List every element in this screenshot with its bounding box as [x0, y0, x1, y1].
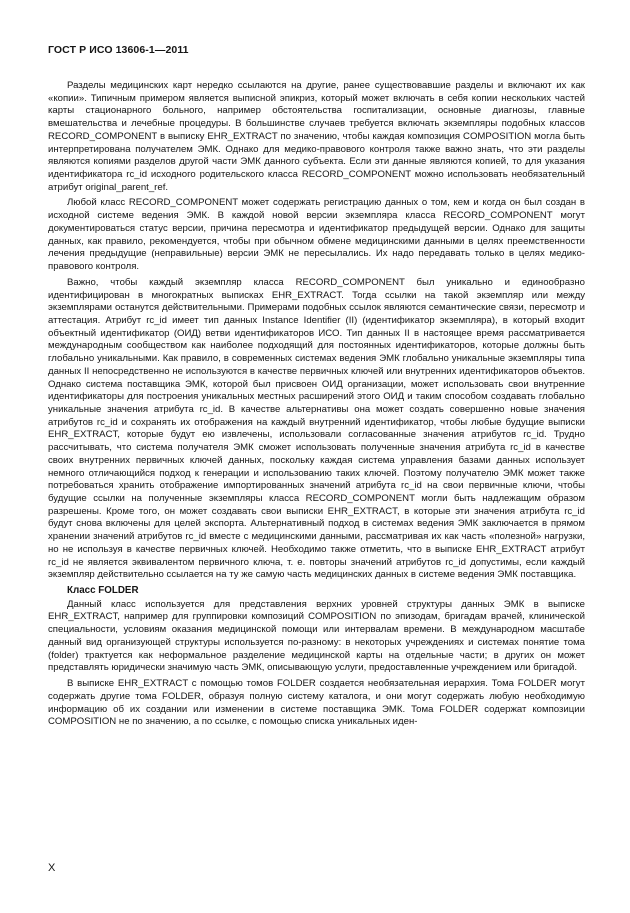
standard-header: ГОСТ Р ИСО 13606-1—2011 [48, 44, 189, 56]
paragraph-rc-id-identification: Важно, чтобы каждый экземпляр класса RECORD_COMPONENT был уникально и единообразно идентифицирован в многократных выписках EHR_EXTRACT. Тогда ссылки на такой экземпляр или между экземплярами останутся действительными. Примерами подобных ссылок являются семантические связи, пересмотр и аттестация. Атрибут rc_id имеет тип данных Instance Identifier (II) (идентификатор экземпляра), в который входит объектный идентификатор (ОИД) ветви идентификаторов ИСО. Тип данных II в настоящее время рассматривается международным сообществом как наиболее подходящий для постоянных идентификаторов, которые должны быть глобально уникальными. Как правило, в современных системах ведения ЭМК глобально уникальные экземпляры типа данных II непосредственно не используются в качестве первичных ключей или внутренних идентификаторов объектов. Однако система поставщика ЭМК, которой был присвоен ОИД организации, может использовать свои внутренние идентификаторы для построения уникальных местных расширений этого ОИД и таким способом создавать глобально уникальные значения атрибута rc_id. В качестве альтернативы она может создать совершенно новые значения атрибутов rc_id и сохранять их отображения на каждый внутренний идентификатор, чтобы любые будущие выписки EHR_EXTRACT, которые будут ею извлечены, использовали согласованные значения атрибутов rc_id. Трудно рассчитывать, что система получателя ЭМК сможет использовать полученные значения атрибута rc_id в качестве своих внутренних первичных ключей данных, поскольку каждая система управления базами данных использует немного отличающийся подход к генерации и использованию таких ключей. Поэтому получателю ЭМК может также потребоваться хранить отображение импортированных значений атрибута rc_id на свои первичные ключи, чтобы будущие ссылки на полученные экземпляры класса RECORD_COMPONENT могли быть надлежащим образом разрешены. Кроме того, он может создавать свои выписки EHR_EXTRACT, в которые эти значения атрибута rc_id будут снова включены для целей экспорта. Альтернативный подход в системах ведения ЭМК заключается в прямом хранении значений атрибутов rc_id вместе с медицинскими данными, рассматривая их как часть «полезной» нагрузки, но не используя в качестве первичных ключей. Необходимо также отметить, что в выписке EHR_EXTRACT атрибут rc_id не является эквивалентом первичного ключа, т. е. повторы значений атрибутов rc_id допустимы, если каждый экземпляр действительно ссылается на ту же самую часть медицинских данных в системе ведения ЭМК поставщика. [48, 276, 585, 581]
page-number: X [48, 862, 56, 874]
paragraph-folder-hierarchy: В выписке EHR_EXTRACT с помощью томов FOLDER создается необязательная иерархия. Тома FOLDER могут содержать другие тома FOLDER, образуя полную систему каталога, и они могут содержать любую необходимую информацию об их создании или изменении в системе поставщика ЭМК. Тома FOLDER содержат композиции COMPOSITION не по значению, а по ссылке, с помощью списка уникальных иден- [48, 678, 585, 728]
paragraph-original-parent-ref: Разделы медицинских карт нередко ссылаются на другие, ранее существовавшие разделы и включают их как «копии». Типичным примером является выписной эпикриз, который может включать в себя копии нескольких частей карты стационарного больного, например обстоятельства госпитализации, основные диагнозы, главные вмешательства и лечебные процедуры. В большинстве случаев требуется включать экземпляры подобных классов RECORD_COMPONENT в выписку EHR_EXTRACT по значению, чтобы каждая композиция COMPOSITION могла быть интерпретирована получателем ЭМК. Однако для медико-правового контроля также важно знать, что эти разделы являются копиями разделов другой части ЭМК данного субъекта. Если эти данные являются копией, то для указания идентификатора rc_id исходного родительского класса RECORD_COMPONENT можно использовать необязательный атрибут original_parent_ref. [48, 80, 585, 193]
paragraph-record-component-versions: Любой класс RECORD_COMPONENT может содержать регистрацию данных о том, кем и когда он был создан в исходной системе ведения ЭМК. В каждой новой версии экземпляра класса RECORD_COMPONENT могут документироваться статус версии, причина пересмотра и идентификатор предыдущей версии. Однако для защиты данных, как правило, рекомендуется, чтобы при обычном обмене медицинскими данными в целях преемственности лечения предыдущие (неправильные) версии ЭМК не пересылались. Их надо передавать только в целях медико-правового контроля. [48, 197, 585, 273]
paragraph-folder-purpose: Данный класс используется для представления верхних уровней структуры данных ЭМК в выписке EHR_EXTRACT, например для группировки композиций COMPOSITION по эпизодам, бригадам врачей, клинической специальности, условиям оказания медицинской помощи или интервалам времени. В международном масштабе данный вид организующей структуры используется по-разному: в некоторых учреждениях и системах понятие тома (folder) трактуется как неформальное разделение медицинской карты на отдельные части; в других он может представлять юридически значимую часть ЭМК, описывающую услуги, предоставленные учреждением или бригадой. [48, 598, 585, 674]
document-body [48, 80, 585, 732]
section-heading-folder: Класс FOLDER [67, 585, 139, 597]
